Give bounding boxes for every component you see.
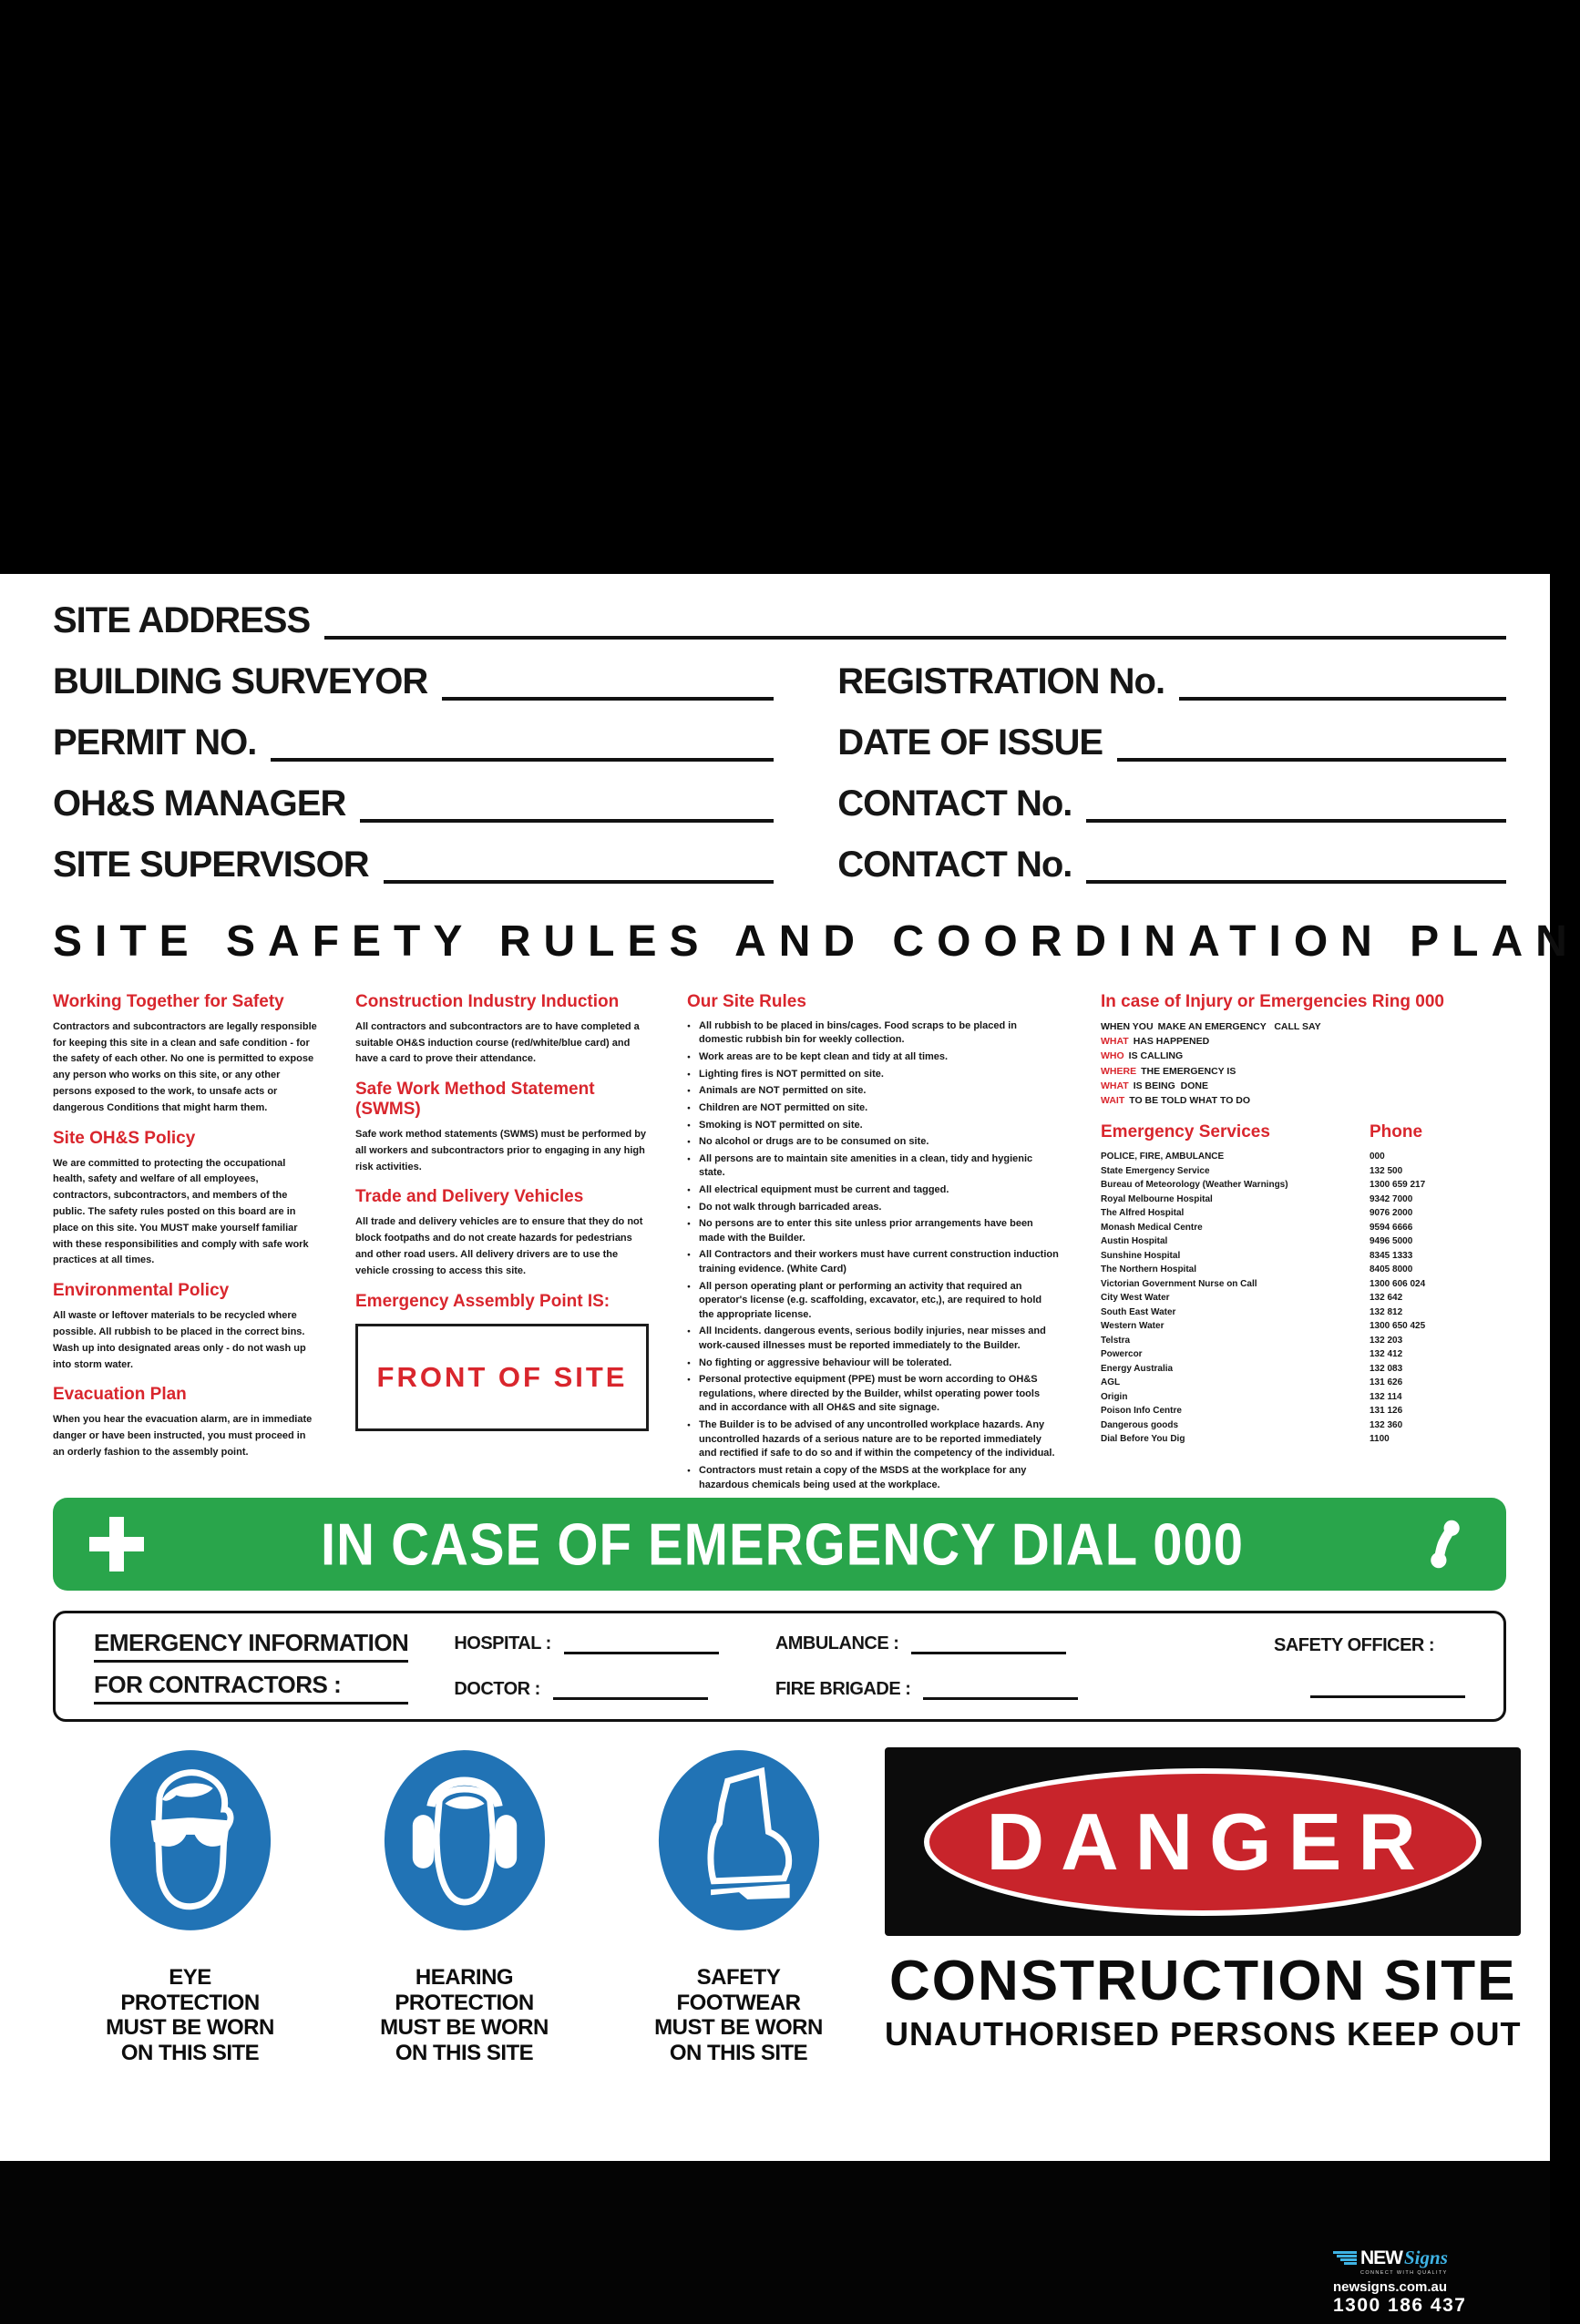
service-name: Telstra	[1101, 1335, 1131, 1346]
form-input-line[interactable]	[360, 788, 774, 823]
service-row	[1101, 1291, 1506, 1305]
ppe-sign	[601, 1747, 876, 2065]
form-field	[837, 845, 1506, 884]
ppe-label	[601, 1965, 876, 2065]
call-script-rest: THE EMERGENCY IS	[1141, 1065, 1236, 1077]
service-name: Monash Medical Centre	[1101, 1222, 1203, 1233]
site-rule: ● No alcohol or drugs are to be consumed on site.	[687, 1135, 1059, 1150]
call-script-rest: TO BE TOLD WHAT TO DO	[1129, 1095, 1251, 1107]
top-black-margin	[0, 0, 1550, 574]
form-field	[53, 784, 837, 823]
ppe-label-line: MUST BE WORN	[380, 2015, 549, 2041]
service-phone: 132 500	[1370, 1165, 1403, 1176]
doctor-field	[454, 1679, 718, 1700]
call-script-rest: IS CALLING	[1128, 1050, 1184, 1062]
service-phone: 132 642	[1370, 1293, 1403, 1304]
form-row	[53, 845, 1506, 884]
site-safety-sign-panel	[0, 574, 1580, 2161]
danger-word: DANGER	[986, 1796, 1432, 1887]
form-label: CONTACT No.	[837, 845, 1072, 885]
ppe-label-line: FOOTWEAR	[676, 1990, 801, 2015]
call-script-lead: WHEN YOU	[1101, 1020, 1154, 1032]
section-body: We are committed to protecting the occupational health, safety and welfare of all employees, contractors, subcontractors, and members of the public. The safety rules posted on this board are in place on this site. You MUST make yourself familiar with these responsibilities and comply with safe work practices at all times.	[53, 1157, 309, 1266]
site-rule: ● All person operating plant or performing an activity that required an operator's license (e.g. scaffolding, excavator, etc,), are required to hold the appropriate license.	[687, 1280, 1059, 1323]
form-input-line[interactable]	[1117, 727, 1506, 762]
call-script-lead: WHO	[1101, 1050, 1124, 1062]
form-field	[837, 784, 1506, 823]
service-name: South East Water	[1101, 1306, 1176, 1317]
section-heading: Environmental Policy	[53, 1281, 230, 1301]
site-rule: ● Contractors must retain a copy of the MSDS at the workplace for any hazardous chemicals being used at the workplace.	[687, 1464, 1059, 1492]
footer-bar	[0, 2161, 1550, 2324]
service-name: State Emergency Service	[1101, 1165, 1210, 1176]
service-phone: 1100	[1370, 1434, 1390, 1445]
service-phone: 132 083	[1370, 1363, 1403, 1374]
service-name: Dial Before You Dig	[1101, 1434, 1185, 1445]
assembly-point-box	[355, 1324, 649, 1431]
service-row	[1101, 1263, 1506, 1277]
contractor-fields-col2	[775, 1633, 1079, 1700]
services-header	[1101, 1122, 1506, 1142]
form-label: BUILDING SURVEYOR	[53, 661, 428, 701]
contractor-info-title	[94, 1629, 408, 1705]
call-script-line	[1101, 1093, 1506, 1108]
form-field	[53, 601, 1506, 640]
service-row	[1101, 1432, 1506, 1447]
form-field	[53, 723, 837, 762]
service-phone: 9076 2000	[1370, 1208, 1413, 1219]
form-row	[53, 662, 1506, 701]
keep-out-text: UNAUTHORISED PERSONS KEEP OUT	[885, 2015, 1522, 2053]
danger-sign	[885, 1747, 1522, 2053]
doctor-label: DOCTOR :	[454, 1678, 540, 1699]
emergency-banner-text: IN CASE OF EMERGENCY DIAL 000	[320, 1510, 1245, 1578]
newsigns-logo-icon	[1333, 2251, 1357, 2265]
service-name: AGL	[1101, 1377, 1121, 1388]
form-row	[53, 784, 1506, 823]
site-rule: ● All electrical equipment must be current and tagged.	[687, 1183, 1059, 1198]
contractor-info-box	[53, 1611, 1506, 1722]
site-details-form	[53, 574, 1506, 884]
assembly-point-value: FRONT OF SITE	[376, 1361, 628, 1394]
site-rule: ● No persons are to enter this site unless prior arrangements have been made with the Builder.	[687, 1217, 1059, 1245]
service-row	[1101, 1347, 1506, 1362]
site-rule: ● Work areas are to be kept clean and tidy at all times.	[687, 1050, 1059, 1065]
form-field	[53, 845, 837, 884]
service-row	[1101, 1418, 1506, 1433]
hospital-input-line[interactable]	[564, 1637, 719, 1654]
ppe-label-line: ON THIS SITE	[395, 2040, 534, 2065]
form-input-line[interactable]	[384, 849, 775, 884]
ppe-signs-group	[53, 1747, 876, 2065]
ambulance-field	[775, 1633, 1079, 1654]
site-rule: ● Animals are NOT permitted on site.	[687, 1084, 1059, 1099]
brand-tagline: CONNECT WITH QUALITY	[1360, 2270, 1448, 2276]
contractor-fields-col1	[454, 1633, 718, 1700]
construction-site-text: CONSTRUCTION SITE	[888, 1950, 1517, 2012]
site-rule: ● All persons are to maintain site amenities in a clean, tidy and hygienic state.	[687, 1152, 1059, 1181]
first-aid-cross-icon	[87, 1515, 146, 1573]
service-row	[1101, 1334, 1506, 1348]
call-script-lead: WAIT	[1101, 1095, 1125, 1107]
rules-columns	[53, 992, 1506, 1489]
page-title: SITE SAFETY RULES AND COORDINATION PLAN	[53, 917, 1580, 966]
ambulance-label: AMBULANCE :	[775, 1633, 899, 1653]
site-address-input-line[interactable]	[324, 605, 1506, 640]
ppe-label-line: SAFETY	[696, 1965, 781, 1990]
ppe-label-line: ON THIS SITE	[669, 2040, 808, 2065]
brand-name-new: NEW	[1360, 2247, 1402, 2268]
brand-phone: 1300 186 437	[1333, 2295, 1467, 2316]
site-rules-heading: Our Site Rules	[687, 992, 806, 1011]
service-phone: 1300 650 425	[1370, 1321, 1426, 1332]
site-rule: ● Smoking is NOT permitted on site.	[687, 1119, 1059, 1133]
form-input-line[interactable]	[1086, 849, 1506, 884]
danger-sign-plate	[885, 1747, 1521, 1936]
service-name: Victorian Government Nurse on Call	[1101, 1278, 1257, 1289]
fire-brigade-label: FIRE BRIGADE :	[775, 1678, 911, 1699]
service-row	[1101, 1164, 1506, 1179]
form-row	[53, 723, 1506, 762]
column-site-rules	[687, 992, 1059, 1489]
call-script-lead: WHAT	[1101, 1080, 1129, 1091]
ppe-label	[327, 1965, 601, 2065]
ppe-label-line: PROTECTION	[120, 1990, 260, 2015]
form-input-line[interactable]	[442, 666, 774, 701]
site-rule: ● The Builder is to be advised of any uncontrolled workplace hazards. Any uncontrolled hazards of a serious nature are to be reported immediately and rectified if safe to do so and if within the competency of the individual.	[687, 1418, 1059, 1461]
service-phone: 9342 7000	[1370, 1193, 1413, 1204]
call-script-rest: MAKE AN EMERGENCY CALL SAY	[1157, 1020, 1321, 1032]
service-row	[1101, 1150, 1506, 1164]
site-rule: ● Lighting fires is NOT permitted on site.	[687, 1068, 1059, 1082]
form-label: CONTACT No.	[837, 783, 1072, 824]
ppe-label-line: ON THIS SITE	[120, 2040, 260, 2065]
section-heading: Working Together for Safety	[53, 992, 284, 1011]
safety-footwear-icon	[654, 1747, 824, 1933]
hospital-field	[454, 1633, 718, 1654]
form-field	[53, 662, 837, 701]
danger-oval	[924, 1768, 1482, 1916]
service-name: Energy Australia	[1101, 1363, 1174, 1374]
section-body: Safe work method statements (SWMS) must be performed by all workers and subcontractors prior to engaging in any high risk activities.	[355, 1128, 647, 1172]
emergency-heading: In case of Injury or Emergencies Ring 000	[1101, 992, 1444, 1011]
form-label: DATE OF ISSUE	[837, 722, 1103, 763]
service-name: City West Water	[1101, 1293, 1170, 1304]
form-input-line[interactable]	[271, 727, 774, 762]
site-address-label: SITE ADDRESS	[53, 600, 311, 640]
site-rules-list	[687, 1019, 1059, 1492]
ppe-label-line: MUST BE WORN	[106, 2015, 274, 2041]
service-phone: 8345 1333	[1370, 1250, 1413, 1261]
form-input-line[interactable]	[1086, 788, 1506, 823]
call-script-line	[1101, 1019, 1506, 1034]
service-row	[1101, 1249, 1506, 1264]
form-label: SITE SUPERVISOR	[53, 845, 369, 885]
service-name: Poison Info Centre	[1101, 1406, 1182, 1417]
site-rule: ● All Contractors and their workers must have current construction induction training evidence. (White Card)	[687, 1248, 1059, 1276]
service-row	[1101, 1193, 1506, 1207]
service-phone: 132 114	[1370, 1391, 1402, 1402]
form-field	[837, 662, 1506, 701]
section-heading: Site OH&S Policy	[53, 1128, 196, 1148]
section-body: Contractors and subcontractors are legally responsible for keeping this site in a clean and safe condition - for the safety of each other. No one is permitted to expose any person who works on this site, or any other persons exposed to the work, to unsafe acts or dangerous Conditions that might harm them.	[53, 1020, 317, 1113]
service-name: Royal Melbourne Hospital	[1101, 1193, 1213, 1204]
form-label: PERMIT NO.	[53, 722, 257, 763]
service-phone: 131 126	[1370, 1406, 1403, 1417]
brand-name-signs: Signs	[1404, 2247, 1448, 2268]
safety-officer-input-line[interactable]	[1310, 1681, 1465, 1698]
service-row	[1101, 1362, 1506, 1377]
safety-officer-field	[1274, 1635, 1465, 1698]
service-row	[1101, 1277, 1506, 1292]
service-phone: 000	[1370, 1152, 1385, 1162]
section-heading: Construction Industry Induction	[355, 992, 620, 1011]
form-label: REGISTRATION No.	[837, 661, 1165, 701]
phone-handset-icon	[1419, 1515, 1472, 1573]
service-phone: 8405 8000	[1370, 1264, 1413, 1275]
site-rule: ● Personal protective equipment (PPE) must be worn according to OH&S regulations, where directed by the Builder, whilst operating power tools and in accordance with all OH&S and site signage.	[687, 1373, 1059, 1416]
service-name: Dangerous goods	[1101, 1419, 1179, 1430]
service-name: POLICE, FIRE, AMBULANCE	[1101, 1152, 1225, 1162]
service-row	[1101, 1305, 1506, 1320]
safety-officer-label: SAFETY OFFICER :	[1274, 1634, 1435, 1655]
call-script-line	[1101, 1049, 1506, 1063]
contractor-title-line2: FOR CONTRACTORS :	[94, 1671, 408, 1705]
emergency-call-script	[1101, 1019, 1506, 1109]
call-script-rest: HAS HAPPENED	[1133, 1036, 1210, 1048]
ambulance-input-line[interactable]	[911, 1637, 1066, 1654]
service-name: Powercor	[1101, 1349, 1143, 1360]
service-row	[1101, 1390, 1506, 1405]
doctor-input-line[interactable]	[553, 1683, 708, 1700]
hospital-label: HOSPITAL :	[454, 1633, 551, 1653]
fire-brigade-input-line[interactable]	[923, 1683, 1078, 1700]
brand-website: newsigns.com.au	[1333, 2279, 1448, 2295]
section-body: All contractors and subcontractors are to have completed a suitable OH&S induction course (red/white/blue card) and have a card to prove their attendance.	[355, 1020, 640, 1065]
section-body: All waste or leftover materials to be recycled where possible. All rubbish to be placed in the correct bins. Wash up into designated areas only - do not wash up into storm water.	[53, 1310, 306, 1370]
column-emergency	[1101, 992, 1506, 1489]
services-table	[1101, 1150, 1506, 1447]
service-phone: 132 412	[1370, 1349, 1403, 1360]
section-heading: Evacuation Plan	[53, 1385, 187, 1405]
section-heading: Safe Work Method Statement (SWMS)	[355, 1080, 595, 1120]
section-heading: Emergency Assembly Point IS:	[355, 1291, 610, 1311]
service-name: Sunshine Hospital	[1101, 1250, 1181, 1261]
column-induction	[355, 992, 649, 1489]
service-row	[1101, 1376, 1506, 1390]
service-name: Origin	[1101, 1391, 1128, 1402]
form-field	[837, 723, 1506, 762]
call-script-line	[1101, 1064, 1506, 1079]
service-name: Western Water	[1101, 1321, 1164, 1332]
service-phone: 1300 606 024	[1370, 1278, 1426, 1289]
service-row	[1101, 1206, 1506, 1221]
form-label: OH&S MANAGER	[53, 783, 346, 824]
site-rule: ● Children are NOT permitted on site.	[687, 1101, 1059, 1116]
service-phone: 132 812	[1370, 1306, 1403, 1317]
call-script-lead: WHAT	[1101, 1036, 1129, 1048]
service-row	[1101, 1178, 1506, 1193]
service-row	[1101, 1221, 1506, 1235]
call-script-line	[1101, 1079, 1506, 1093]
site-rule: ● All rubbish to be placed in bins/cages. Food scraps to be placed in domestic rubbish bin for weekly collection.	[687, 1019, 1059, 1048]
site-rule: ● All Incidents. dangerous events, serious bodily injuries, near misses and work-caused illnesses must be reported immediately to the Builder.	[687, 1325, 1059, 1353]
services-heading: Emergency Services	[1101, 1122, 1270, 1142]
service-phone: 1300 659 217	[1370, 1180, 1426, 1191]
service-name: The Northern Hospital	[1101, 1264, 1197, 1275]
newsigns-logo	[1333, 2247, 1479, 2317]
section-body: All trade and delivery vehicles are to ensure that they do not block footpaths and do not create hazards for pedestrians and other road users. All delivery drivers are to use the vehicle crossing to access this site.	[355, 1216, 643, 1276]
service-row	[1101, 1234, 1506, 1249]
form-input-line[interactable]	[1179, 666, 1506, 701]
phone-heading: Phone	[1370, 1122, 1423, 1142]
ppe-label-line: HEARING	[415, 1965, 514, 1990]
eye-protection-icon	[106, 1747, 275, 1933]
service-name: The Alfred Hospital	[1101, 1208, 1185, 1219]
call-script-line	[1101, 1034, 1506, 1049]
service-name: Austin Hospital	[1101, 1236, 1168, 1247]
ppe-label-line: EYE	[169, 1965, 211, 1990]
site-rule: ● Do not walk through barricaded areas.	[687, 1201, 1059, 1215]
section-body: When you hear the evacuation alarm, are in immediate danger or have been instructed, you must proceed in an orderly fashion to the assembly point.	[53, 1414, 313, 1458]
hearing-protection-icon	[380, 1747, 549, 1933]
site-rule: ● No fighting or aggressive behaviour will be tolerated.	[687, 1357, 1059, 1371]
ppe-label-line: PROTECTION	[395, 1990, 534, 2015]
section-heading: Trade and Delivery Vehicles	[355, 1187, 584, 1207]
ppe-sign	[327, 1747, 601, 2065]
service-row	[1101, 1404, 1506, 1418]
column-policies	[53, 992, 319, 1489]
service-phone: 132 203	[1370, 1335, 1403, 1346]
ppe-sign	[53, 1747, 327, 2065]
signs-row	[53, 1747, 1522, 2065]
contractor-title-line1: EMERGENCY INFORMATION	[94, 1629, 408, 1663]
form-row	[53, 601, 1506, 640]
service-phone: 9496 5000	[1370, 1236, 1413, 1247]
service-row	[1101, 1319, 1506, 1334]
call-script-lead: WHERE	[1101, 1065, 1137, 1077]
ppe-label-line: MUST BE WORN	[654, 2015, 823, 2041]
emergency-banner	[53, 1498, 1506, 1591]
service-phone: 131 626	[1370, 1377, 1403, 1388]
call-script-rest: IS BEING DONE	[1133, 1080, 1208, 1091]
fire-brigade-field	[775, 1679, 1079, 1700]
service-phone: 9594 6666	[1370, 1222, 1413, 1233]
ppe-label	[53, 1965, 327, 2065]
service-phone: 132 360	[1370, 1419, 1403, 1430]
service-name: Bureau of Meteorology (Weather Warnings)	[1101, 1180, 1288, 1191]
